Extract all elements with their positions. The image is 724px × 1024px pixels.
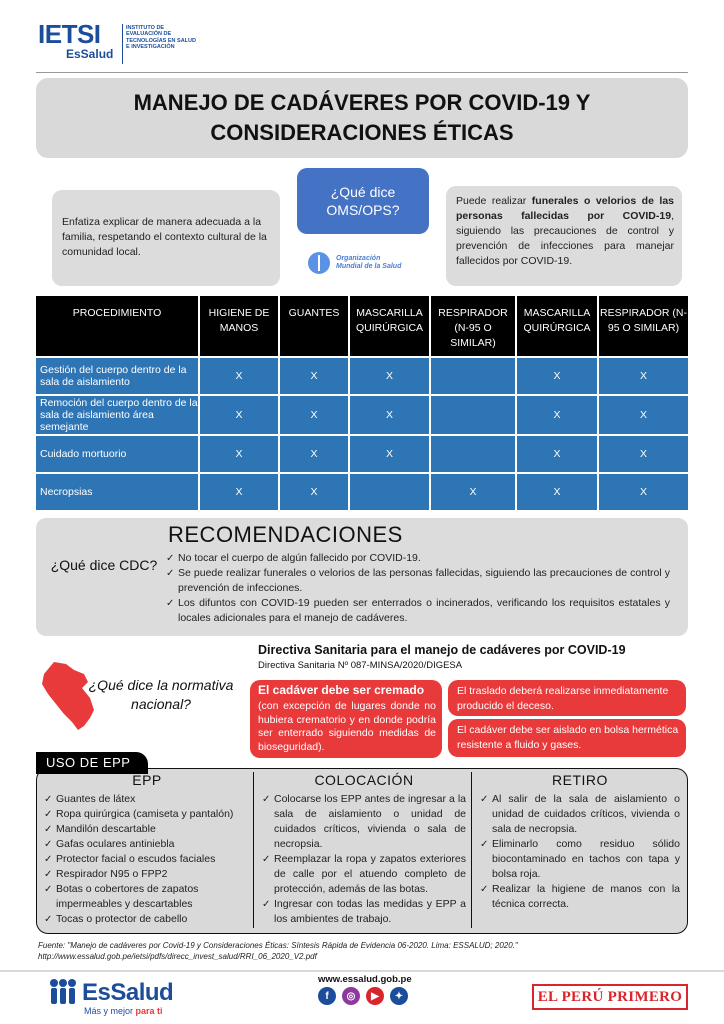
cremation-detail: (con excepción de lugares donde no hubiera crematorio y en donde podría ser enterrado siguiendo medidas de bioseguridad). [258, 700, 436, 753]
oms-right-bold: funerales o velorios de las personas fallecidas por COVID-19 [456, 195, 675, 222]
table-header-cell: MASCARILLA QUIRÚRGICA [350, 296, 431, 356]
slogan-bold: para ti [135, 1006, 163, 1016]
table-cell: X [350, 436, 431, 472]
table-cell [431, 436, 517, 472]
recommendations-list [166, 551, 670, 626]
list-item: ✓ Eliminarlo como residuo sólido biocontaminado en tachos con tapa y bolsa roja. [480, 837, 680, 882]
directive-number: Directiva Sanitaria Nº 087-MINSA/2020/DIGESA [258, 660, 463, 671]
epp-tab: USO DE EPP [36, 752, 148, 774]
list-item: ✓ Ropa quirúrgica (camiseta y pantalón) [44, 807, 250, 822]
header-divider [36, 72, 688, 73]
epp-column [44, 772, 250, 927]
ietsi-logo: IETSI [38, 19, 101, 49]
list-item: ✓ No tocar el cuerpo de algún fallecido por COVID-19. [166, 551, 670, 566]
epp-column-title: EPP [132, 772, 162, 788]
cdc-question: ¿Qué dice CDC? [50, 557, 158, 573]
who-logo [308, 252, 408, 274]
table-cell: X [639, 370, 647, 382]
footer-divider [0, 970, 724, 972]
list-item: ✓ Realizar la higiene de manos con la técnica correcta. [480, 882, 680, 912]
table-cell: X [517, 474, 599, 510]
slogan-pre: Más y mejor [84, 1006, 136, 1016]
list-item: ✓ Guantes de látex [44, 792, 250, 807]
table-row [36, 394, 688, 434]
retiro-column [480, 772, 680, 912]
who-emblem-icon [308, 252, 330, 274]
list-item: ✓ Protector facial o escudos faciales [44, 852, 250, 867]
table-cell: X [431, 474, 517, 510]
table-cell: X [280, 396, 350, 434]
isolation-box [448, 719, 686, 757]
table-header-cell: RESPIRADOR (N-95 O SIMILAR) [431, 296, 517, 356]
table-cell [431, 358, 517, 394]
table-cell [350, 474, 431, 510]
instagram-icon[interactable]: ◎ [342, 987, 360, 1005]
list-item: ✓ Los difuntos con COVID-19 pueden ser enterrados o incinerados, verificando los requisitos estatales y locales adicionales para el manejo de cadáveres. [166, 596, 670, 626]
who-name: Organización Mundial de la Salud [336, 255, 402, 270]
table-row [36, 472, 688, 510]
logo-divider [122, 24, 123, 64]
table-row [36, 356, 688, 394]
institute-name: INSTITUTO DE EVALUACIÓN DE TECNOLOGÍAS EN SALUD E INVESTIGACIÓN [126, 25, 196, 51]
table-header-cell: MASCARILLA QUIRÚRGICA [517, 296, 599, 356]
table-cell: X [639, 409, 647, 421]
list-item: ✓ Tocas o protector de cabello [44, 912, 250, 927]
table-header-cell: PROCEDIMIENTO [36, 296, 200, 356]
oms-left-panel [52, 190, 280, 286]
list-item: ✓ Botas o cobertores de zapatos impermeables y descartables [44, 882, 250, 912]
table-cell: X [639, 486, 647, 498]
oms-right-pre: Puede realizar [456, 195, 532, 207]
essalud-people-icon [46, 978, 80, 1006]
campaign-logo: EL PERÚ PRIMERO [532, 984, 688, 1010]
column-divider [253, 772, 254, 928]
table-cell: X [200, 474, 280, 510]
social-links [318, 987, 408, 1005]
cremation-box [250, 680, 442, 758]
table-cell: X [200, 396, 280, 434]
retiro-column-title: RETIRO [552, 772, 608, 788]
table-cell: X [517, 436, 599, 472]
essalud-logo-small: EsSalud [66, 47, 114, 61]
ppe-table [36, 296, 688, 510]
essalud-brand: EsSalud [82, 979, 174, 1006]
oms-right-text [456, 194, 674, 269]
transfer-box [448, 680, 686, 716]
table-header [36, 296, 688, 356]
directive-title: Directiva Sanitaria para el manejo de cadáveres por COVID-19 [258, 643, 626, 657]
list-item: ✓ Reemplazar la ropa y zapatos exteriores de calle por el atuendo completo de protección, además de las botas. [262, 852, 466, 897]
list-item: ✓ Ingresar con todas las medidas y EPP a los ambientes de trabajo. [262, 897, 466, 927]
isolation-text: El cadáver debe ser aislado en bolsa hermética resistente a fluido y gases. [457, 724, 679, 751]
facebook-icon[interactable]: f [318, 987, 336, 1005]
title-banner [36, 78, 688, 158]
normativa-question: ¿Qué dice la normativa nacional? [88, 677, 234, 712]
colocacion-column [262, 772, 466, 927]
cremation-headline: El cadáver debe ser cremado [258, 683, 425, 697]
recommendations-title: RECOMENDACIONES [168, 522, 403, 547]
table-cell [431, 396, 517, 434]
table-cell: X [280, 436, 350, 472]
table-cell-procedure: Necropsias [36, 474, 200, 510]
youtube-icon[interactable]: ▶ [366, 987, 384, 1005]
page-title: MANEJO DE CADÁVERES POR COVID-19 Y CONSIDERACIONES ÉTICAS [133, 90, 591, 145]
list-item: ✓ Al salir de la sala de aislamiento o unidad de cuidados críticos, vivienda o sala de necropsia. [480, 792, 680, 837]
website-link[interactable]: www.essalud.gob.pe [318, 974, 412, 985]
table-cell: X [517, 396, 599, 434]
colocacion-column-title: COLOCACIÓN [314, 772, 414, 788]
transfer-text: El traslado deberá realizarse inmediatamente producido el deceso. [457, 685, 669, 712]
list-item: ✓ Se puede realizar funerales o velorios de las personas fallecidas, siguiendo las precauciones de control y prevención de infecciones. [166, 566, 670, 596]
list-item: ✓ Mandilón descartable [44, 822, 250, 837]
column-divider [471, 772, 472, 928]
table-cell: X [200, 358, 280, 394]
table-cell: X [280, 358, 350, 394]
table-cell: X [639, 448, 647, 460]
list-item: ✓ Colocarse los EPP antes de ingresar a la sala de aislamiento o unidad de cuidados críticos, vivienda o sala de necropsia. [262, 792, 466, 852]
table-cell: X [350, 358, 431, 394]
oms-right-panel [446, 186, 682, 286]
table-row [36, 434, 688, 472]
table-cell: X [517, 358, 599, 394]
table-header-cell: RESPIRADOR (N-95 O SIMILAR) [600, 307, 687, 334]
oms-right-post: , siguiendo las precauciones de control y prevención de infecciones para manejar fallecidos por COVID-19. [456, 210, 674, 267]
table-cell: X [200, 436, 280, 472]
table-cell-procedure: Remoción del cuerpo dentro de la sala de aislamiento área semejante [36, 396, 200, 434]
list-item: ✓ Gafas oculares antiniebla [44, 837, 250, 852]
twitter-icon[interactable]: ✦ [390, 987, 408, 1005]
table-header-cell: GUANTES [280, 296, 350, 356]
oms-question: ¿Qué dice OMS/OPS? [297, 168, 429, 234]
table-cell: X [280, 474, 350, 510]
oms-left-text: Enfatiza explicar de manera adecuada a la familia, respetando el contexto cultural de la comunidad local. [62, 216, 267, 258]
table-cell-procedure: Gestión del cuerpo dentro de la sala de aislamiento [36, 358, 200, 394]
table-cell-procedure: Cuidado mortuorio [36, 436, 200, 472]
slogan [84, 1006, 163, 1016]
source-citation: Fuente: "Manejo de cadáveres por Covid-19 y Consideraciones Éticas: Síntesis Rápida de Evidencia 06-2020. Lima: ESSALUD; 2020." http://www.essalud.gob.pe/ietsi/pdfs/direcc_invest_salud/RRI_06_2020_V2.pdf [38, 941, 518, 961]
table-header-cell: HIGIENE DE MANOS [200, 296, 280, 356]
table-cell: X [350, 396, 431, 434]
list-item: ✓ Respirador N95 o FPP2 [44, 867, 250, 882]
